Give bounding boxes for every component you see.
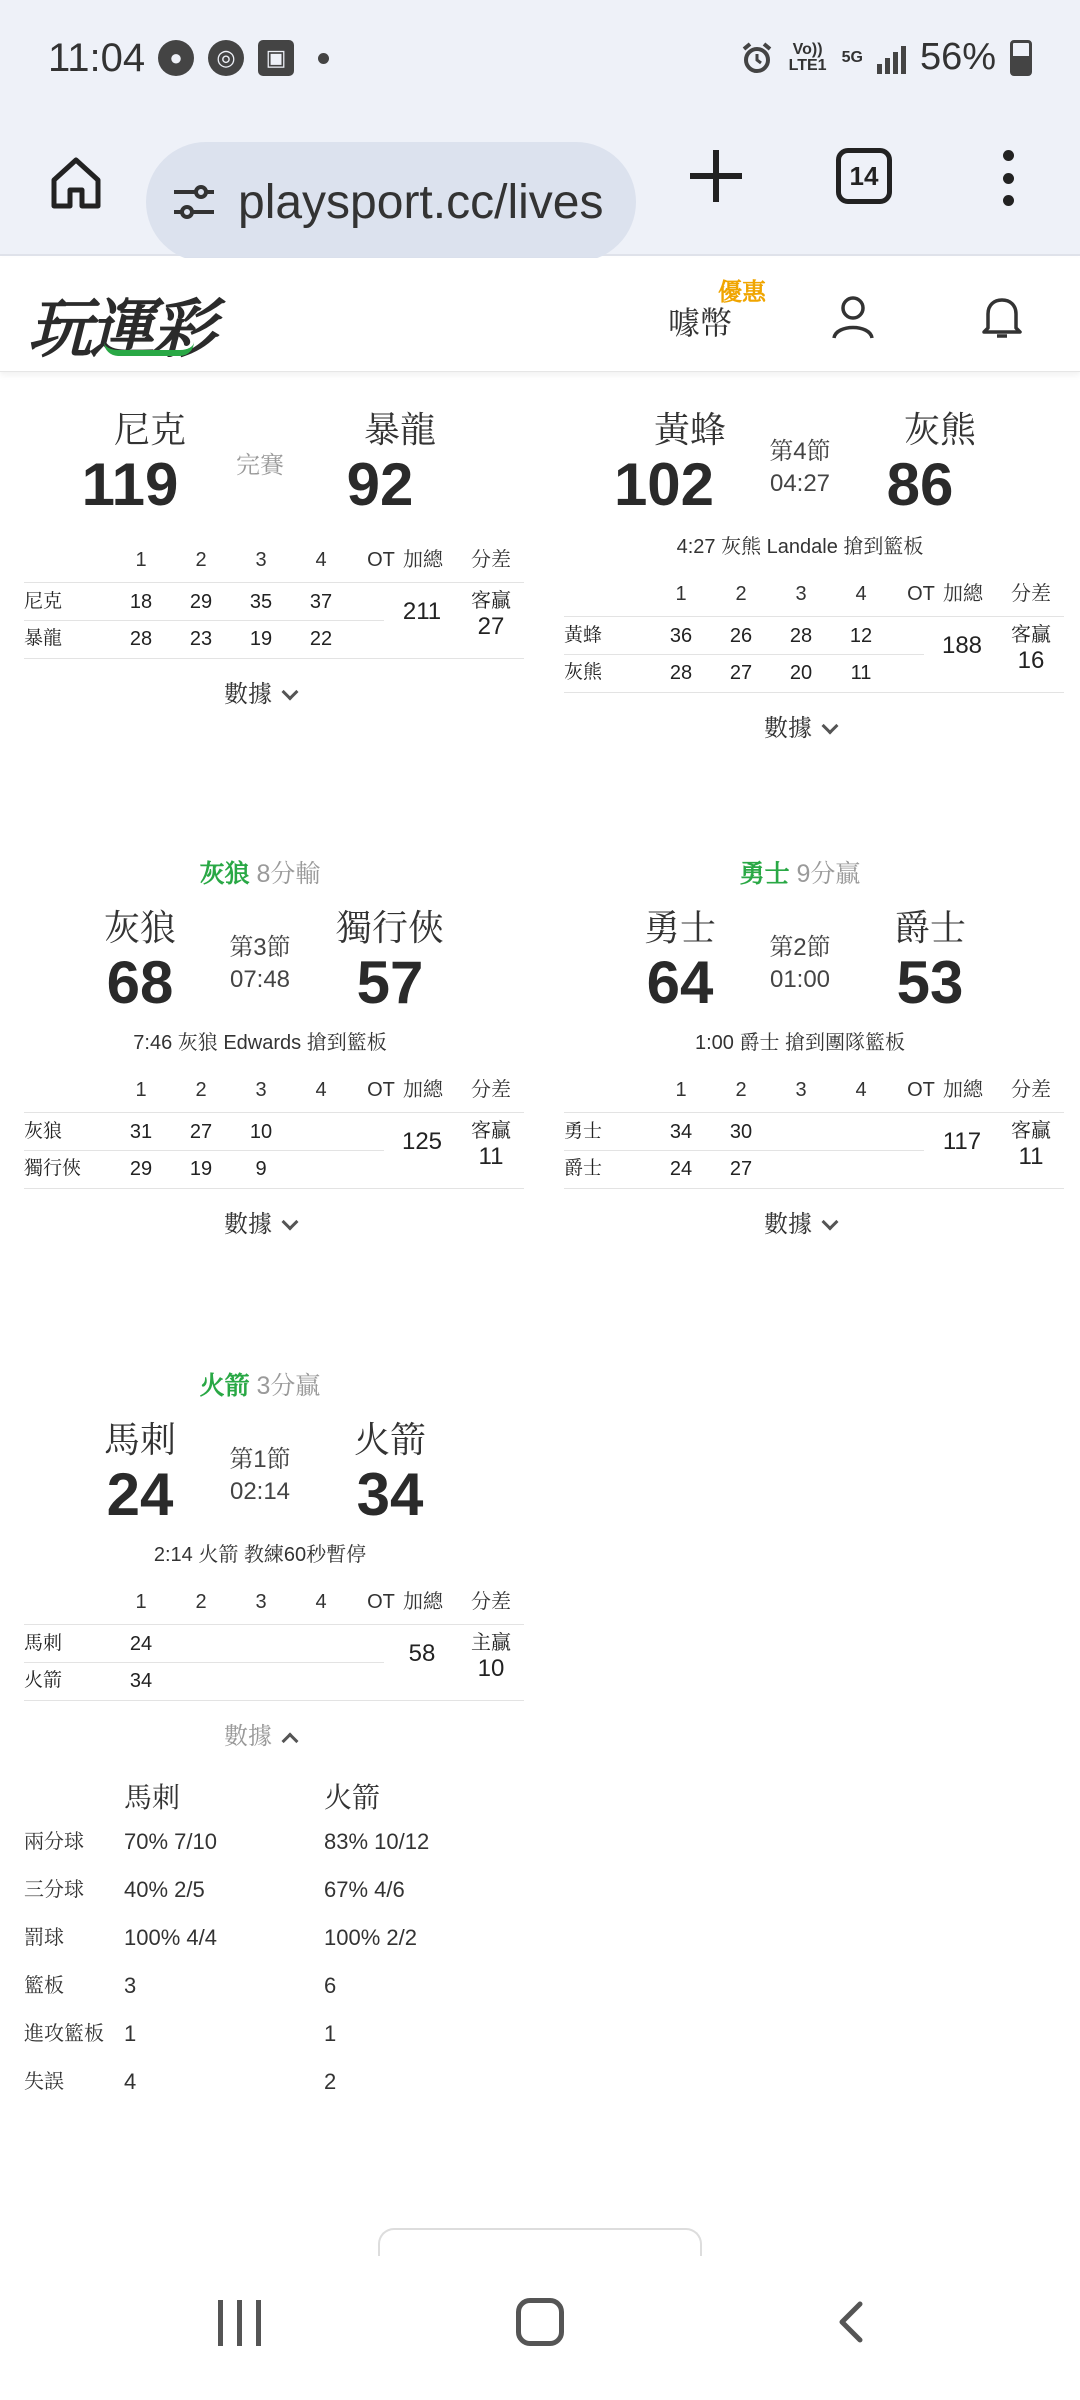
header-ot: OT bbox=[907, 1079, 935, 1101]
system-icons bbox=[740, 36, 1032, 79]
latest-play: 1:00 爵士 搶到團隊籃板 bbox=[694, 1032, 906, 1054]
away-q2: 30 bbox=[729, 1121, 753, 1143]
header-diff: 分差 bbox=[1011, 583, 1051, 605]
site-header bbox=[0, 258, 1080, 372]
row-team-name: 暴龍 bbox=[24, 628, 63, 649]
header-q2: 2 bbox=[195, 1079, 207, 1101]
chevron-up-icon bbox=[282, 1733, 299, 1750]
status-clock: 02:14 bbox=[229, 1478, 291, 1505]
back-icon[interactable] bbox=[830, 2300, 874, 2344]
signal-icon bbox=[877, 42, 906, 74]
stat-row bbox=[24, 1822, 524, 1862]
away-score: 119 bbox=[81, 451, 179, 518]
header-ot: OT bbox=[367, 549, 395, 571]
header-total: 加總 bbox=[403, 549, 443, 571]
stat-label: 進攻籃板 bbox=[24, 2023, 104, 2045]
home-q1: 28 bbox=[129, 628, 153, 650]
url-text: playsport.cc/lives bbox=[238, 175, 604, 229]
recents-icon[interactable] bbox=[218, 2300, 261, 2346]
home-score: 57 bbox=[356, 949, 424, 1016]
home-q3: 9 bbox=[255, 1158, 267, 1180]
tab-switcher-button[interactable]: 14 bbox=[836, 148, 892, 204]
home-q2: 19 bbox=[189, 1158, 213, 1180]
status-period: 完賽 bbox=[236, 452, 284, 479]
site-settings-icon[interactable] bbox=[170, 178, 218, 226]
prediction-result bbox=[10, 1366, 510, 1402]
stats-toggle-label: 數據 bbox=[764, 1211, 812, 1238]
stat-home: 100% 2/2 bbox=[324, 1925, 417, 1950]
status-clock: 01:00 bbox=[769, 966, 831, 993]
stat-label: 罰球 bbox=[24, 1927, 64, 1949]
header-q2: 2 bbox=[195, 1591, 207, 1613]
home-q2: 27 bbox=[729, 1158, 753, 1180]
header-q4: 4 bbox=[315, 549, 327, 571]
game-status bbox=[200, 932, 320, 996]
diff-value: 11 bbox=[1018, 1143, 1044, 1170]
latest-play: 7:46 灰狼 Edwards 搶到籃板 bbox=[133, 1032, 387, 1054]
stat-home: 6 bbox=[324, 1973, 337, 1998]
row-team-name: 黃蜂 bbox=[564, 625, 603, 646]
header-q1: 1 bbox=[135, 549, 147, 571]
header-ot: OT bbox=[367, 1079, 395, 1101]
home-team-name: 暴龍 bbox=[363, 409, 436, 450]
stats-toggle-label: 數據 bbox=[224, 681, 272, 708]
stat-away: 3 bbox=[124, 1973, 137, 1998]
away-score: 24 bbox=[106, 1461, 174, 1528]
stat-home: 67% 4/6 bbox=[324, 1877, 405, 1902]
predicted-team: 火箭 bbox=[199, 1372, 250, 1400]
chevron-down-icon bbox=[822, 1214, 839, 1231]
away-team-name: 尼克 bbox=[113, 409, 186, 450]
stats-toggle[interactable] bbox=[550, 1204, 1050, 1239]
chrome-icon: ◎ bbox=[208, 40, 244, 76]
home-q2: 23 bbox=[189, 628, 213, 650]
away-score: 68 bbox=[106, 949, 174, 1016]
away-q1: 18 bbox=[129, 591, 153, 613]
diff-label: 客贏 bbox=[471, 590, 511, 612]
game-status bbox=[740, 932, 860, 996]
diff-value: 10 bbox=[477, 1655, 505, 1682]
score-diff bbox=[456, 1118, 526, 1170]
diff-value: 27 bbox=[477, 613, 505, 640]
header-q4: 4 bbox=[315, 1591, 327, 1613]
stat-home: 2 bbox=[324, 2069, 337, 2094]
stat-row bbox=[24, 2062, 524, 2102]
home-q1: 28 bbox=[669, 662, 693, 684]
coin-link[interactable]: 噱幣 bbox=[668, 305, 733, 341]
header-q1: 1 bbox=[675, 583, 687, 605]
stats-away-team: 馬刺 bbox=[124, 1782, 181, 1813]
away-score: 102 bbox=[613, 451, 715, 518]
away-q4: 37 bbox=[309, 591, 333, 613]
header-q4: 4 bbox=[315, 1079, 327, 1101]
score-diff bbox=[456, 1630, 526, 1682]
header-q3: 3 bbox=[255, 1591, 267, 1613]
home-score: 92 bbox=[346, 451, 414, 518]
header-q2: 2 bbox=[735, 1079, 747, 1101]
home-q4: 22 bbox=[309, 628, 333, 650]
stats-toggle[interactable] bbox=[10, 1204, 510, 1239]
away-team-name: 灰狼 bbox=[103, 907, 176, 948]
predicted-team: 勇士 bbox=[739, 860, 790, 888]
stat-away: 70% 7/10 bbox=[124, 1829, 217, 1854]
score-diff bbox=[996, 622, 1066, 674]
row-team-name: 馬刺 bbox=[24, 1633, 63, 1654]
row-team-name: 勇士 bbox=[564, 1121, 603, 1142]
diff-label: 客贏 bbox=[1011, 624, 1051, 646]
new-tab-icon[interactable] bbox=[684, 144, 748, 208]
header-q3: 3 bbox=[795, 1079, 807, 1101]
total-score: 188 bbox=[941, 632, 983, 659]
status-period: 第1節 bbox=[229, 1446, 291, 1473]
alarm-icon bbox=[740, 41, 774, 75]
home-q1: 29 bbox=[129, 1158, 153, 1180]
diff-label: 客贏 bbox=[471, 1120, 511, 1142]
notification-icons bbox=[158, 40, 329, 76]
home-q1: 34 bbox=[129, 1670, 153, 1692]
away-q3: 10 bbox=[249, 1121, 273, 1143]
predicted-margin: 8分輸 bbox=[256, 860, 321, 888]
predicted-margin: 9分贏 bbox=[796, 860, 861, 888]
game-status bbox=[200, 450, 320, 482]
game-status bbox=[740, 436, 860, 500]
header-total: 加總 bbox=[403, 1079, 443, 1101]
stat-row bbox=[24, 1966, 524, 2006]
logo-swoosh bbox=[104, 342, 194, 356]
stats-toggle[interactable] bbox=[10, 674, 510, 709]
home-q1: 24 bbox=[669, 1158, 693, 1180]
system-navigation-bar bbox=[0, 2256, 1080, 2400]
browser-toolbar bbox=[0, 120, 1080, 256]
away-q3: 28 bbox=[789, 625, 813, 647]
stat-label: 籃板 bbox=[24, 1975, 64, 1997]
home-q2: 27 bbox=[729, 662, 753, 684]
header-q4: 4 bbox=[855, 583, 867, 605]
status-period: 第2節 bbox=[769, 934, 831, 961]
more-menu-icon[interactable] bbox=[990, 146, 1026, 210]
5g-indicator: 5G bbox=[841, 48, 863, 66]
stat-row bbox=[24, 1870, 524, 1910]
diff-value: 11 bbox=[478, 1143, 504, 1170]
away-team-name: 馬刺 bbox=[103, 1419, 176, 1460]
basketball-icon: ● bbox=[158, 40, 194, 76]
home-team-name: 灰熊 bbox=[903, 409, 976, 450]
header-diff: 分差 bbox=[471, 1079, 511, 1101]
chevron-down-icon bbox=[822, 718, 839, 735]
battery-percent: 56% bbox=[919, 36, 996, 78]
diff-label: 主贏 bbox=[471, 1632, 511, 1654]
stats-toggle[interactable] bbox=[550, 708, 1050, 743]
header-ot: OT bbox=[367, 1591, 395, 1613]
team-stats-panel bbox=[24, 1776, 524, 2106]
stat-away: 100% 4/4 bbox=[124, 1925, 217, 1950]
away-team-name: 黃蜂 bbox=[653, 409, 726, 450]
home-q3: 20 bbox=[789, 662, 813, 684]
away-q4: 12 bbox=[849, 625, 873, 647]
row-team-name: 火箭 bbox=[24, 1670, 63, 1691]
home-team-name: 火箭 bbox=[353, 1419, 426, 1460]
game-status bbox=[200, 1444, 320, 1508]
status-period: 第4節 bbox=[769, 438, 831, 465]
latest-play: 4:27 灰熊 Landale 搶到籃板 bbox=[676, 536, 924, 558]
clock: 11:04 bbox=[48, 36, 146, 80]
home-score: 86 bbox=[886, 451, 954, 518]
header-q2: 2 bbox=[735, 583, 747, 605]
prediction-result bbox=[550, 854, 1050, 890]
image-icon: ▣ bbox=[258, 40, 294, 76]
header-q1: 1 bbox=[135, 1079, 147, 1101]
promo-badge: 優惠 bbox=[718, 279, 766, 306]
stats-toggle-label: 數據 bbox=[224, 1723, 272, 1750]
address-bar[interactable] bbox=[146, 142, 636, 262]
chevron-down-icon bbox=[282, 684, 299, 701]
battery-icon bbox=[1010, 40, 1032, 76]
status-period: 第3節 bbox=[229, 934, 291, 961]
stat-away: 40% 2/5 bbox=[124, 1877, 205, 1902]
total-score: 117 bbox=[942, 1128, 982, 1155]
header-q1: 1 bbox=[675, 1079, 687, 1101]
header-diff: 分差 bbox=[1011, 1079, 1051, 1101]
away-q1: 31 bbox=[129, 1121, 153, 1143]
away-q1: 34 bbox=[669, 1121, 693, 1143]
predicted-team: 灰狼 bbox=[199, 860, 250, 888]
total-score: 211 bbox=[402, 598, 442, 625]
header-total: 加總 bbox=[403, 1591, 443, 1613]
stat-away: 4 bbox=[124, 2069, 137, 2094]
prediction-result bbox=[10, 854, 510, 890]
row-team-name: 灰熊 bbox=[564, 662, 603, 683]
stats-toggle-label: 數據 bbox=[764, 715, 812, 742]
home-team-name: 獨行俠 bbox=[335, 907, 444, 948]
stat-row bbox=[24, 1918, 524, 1958]
score-diff bbox=[996, 1118, 1066, 1170]
bell-icon[interactable] bbox=[980, 294, 1024, 340]
stat-label: 失誤 bbox=[24, 2071, 64, 2093]
more-notifications-dot bbox=[318, 53, 329, 64]
home-q3: 19 bbox=[249, 628, 273, 650]
header-diff: 分差 bbox=[471, 549, 511, 571]
diff-label: 客贏 bbox=[1011, 1120, 1051, 1142]
away-score: 64 bbox=[646, 949, 714, 1016]
header-q3: 3 bbox=[795, 583, 807, 605]
home-icon bbox=[46, 152, 106, 212]
away-q2: 26 bbox=[729, 625, 753, 647]
stat-label: 三分球 bbox=[24, 1879, 84, 1901]
row-team-name: 尼克 bbox=[24, 591, 63, 612]
header-q2: 2 bbox=[195, 549, 207, 571]
status-bar bbox=[0, 0, 1080, 120]
stat-home: 83% 10/12 bbox=[324, 1829, 430, 1854]
row-team-name: 灰狼 bbox=[24, 1121, 63, 1142]
stats-home-team: 火箭 bbox=[324, 1782, 381, 1813]
home-score: 53 bbox=[896, 949, 964, 1016]
header-q3: 3 bbox=[255, 1079, 267, 1101]
total-score: 125 bbox=[401, 1128, 443, 1155]
home-score: 34 bbox=[356, 1461, 424, 1528]
header-total: 加總 bbox=[943, 1079, 983, 1101]
volte-indicator: Vo)) LTE1 bbox=[788, 40, 827, 74]
score-diff bbox=[456, 588, 526, 640]
away-q1: 24 bbox=[129, 1633, 153, 1655]
status-clock: 07:48 bbox=[229, 966, 291, 993]
home-nav-icon[interactable] bbox=[516, 2298, 564, 2346]
away-q1: 36 bbox=[669, 625, 693, 647]
home-team-name: 爵士 bbox=[893, 907, 966, 948]
header-ot: OT bbox=[907, 583, 935, 605]
header-diff: 分差 bbox=[471, 1591, 511, 1613]
header-q1: 1 bbox=[135, 1591, 147, 1613]
chevron-down-icon bbox=[282, 1214, 299, 1231]
user-icon[interactable] bbox=[830, 294, 876, 340]
stat-label: 兩分球 bbox=[24, 1831, 84, 1853]
home-button[interactable] bbox=[40, 146, 112, 218]
live-scores-list bbox=[0, 372, 1080, 2252]
row-team-name: 爵士 bbox=[564, 1158, 603, 1179]
site-logo[interactable]: 玩運彩 bbox=[28, 293, 214, 365]
home-q4: 11 bbox=[850, 662, 872, 684]
stat-home: 1 bbox=[324, 2021, 337, 2046]
stats-toggle-label: 數據 bbox=[224, 1211, 272, 1238]
away-team-name: 勇士 bbox=[643, 907, 716, 948]
stat-row bbox=[24, 2014, 524, 2054]
diff-value: 16 bbox=[1017, 647, 1045, 674]
away-q2: 29 bbox=[189, 591, 213, 613]
stat-away: 1 bbox=[124, 2021, 137, 2046]
header-q4: 4 bbox=[855, 1079, 867, 1101]
header-total: 加總 bbox=[943, 583, 983, 605]
latest-play: 2:14 火箭 教練60秒暫停 bbox=[153, 1544, 367, 1566]
status-clock: 04:27 bbox=[769, 470, 831, 497]
predicted-margin: 3分贏 bbox=[256, 1372, 321, 1400]
header-q3: 3 bbox=[255, 549, 267, 571]
row-team-name: 獨行俠 bbox=[24, 1158, 82, 1179]
stats-toggle[interactable] bbox=[10, 1716, 510, 1751]
away-q2: 27 bbox=[189, 1121, 213, 1143]
away-q3: 35 bbox=[249, 591, 273, 613]
total-score: 58 bbox=[408, 1640, 436, 1667]
